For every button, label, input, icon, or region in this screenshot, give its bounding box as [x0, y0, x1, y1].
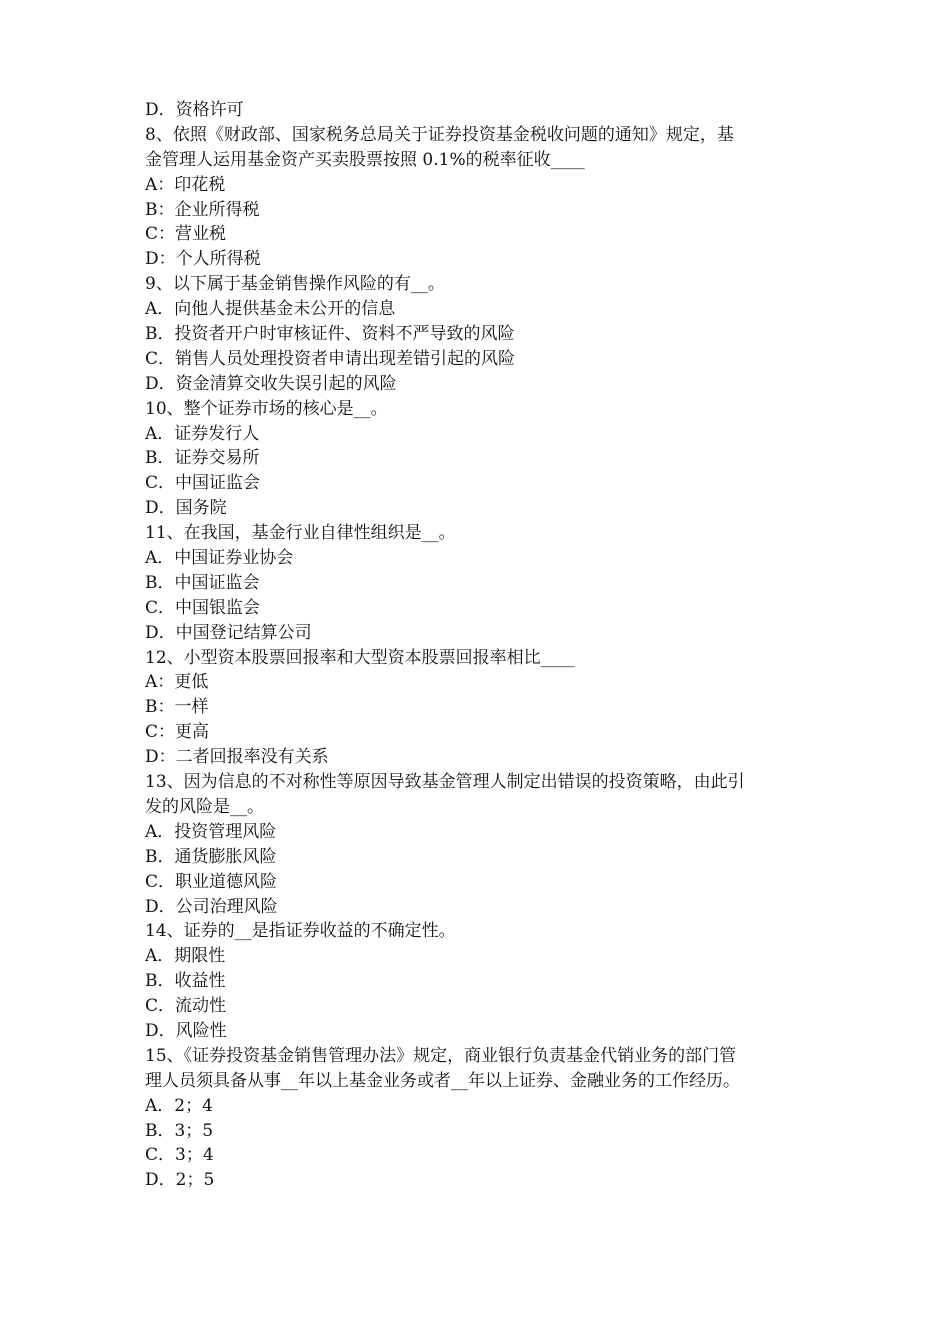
option-line: D：二者回报率没有关系: [145, 747, 329, 768]
option-line: A．证券发行人: [145, 423, 260, 444]
option-line: D．公司治理风险: [145, 896, 278, 917]
option-line: A．中国证券业协会: [145, 548, 294, 569]
question-line: 发的风险是__。: [145, 796, 264, 817]
option-line: C：营业税: [145, 224, 227, 245]
option-line: A．期限性: [145, 946, 226, 967]
option-line: C．销售人员处理投资者申请出现差错引起的风险: [145, 348, 516, 369]
option-line: D．中国登记结算公司: [145, 622, 312, 643]
question-line: 15、《证券投资基金销售管理办法》规定，商业银行负责基金代销业务的部门管: [145, 1045, 737, 1066]
option-line: C．职业道德风险: [145, 871, 278, 892]
option-line: A：印花税: [145, 174, 226, 195]
question-line: 14、证券的__是指证券收益的不确定性。: [145, 921, 456, 942]
option-line: B．3；5: [145, 1120, 214, 1141]
option-line: D．国务院: [145, 498, 227, 519]
option-line: B．证券交易所: [145, 448, 260, 469]
option-line: D：个人所得税: [145, 249, 261, 270]
option-line: A．2；4: [145, 1095, 213, 1116]
option-line: C．中国证监会: [145, 473, 261, 494]
option-line: A：更低: [145, 672, 209, 693]
question-line: 10、整个证券市场的核心是__。: [145, 398, 388, 419]
option-line: B．中国证监会: [145, 572, 260, 593]
question-line: 理人员须具备从事__年以上基金业务或者__年以上证券、金融业务的工作经历。: [145, 1070, 740, 1091]
option-line: C．3；4: [145, 1145, 214, 1166]
option-line: C．中国银监会: [145, 597, 261, 618]
document-page: [145, 98, 810, 1193]
option-line: C：更高: [145, 722, 210, 743]
option-line: B．通货膨胀风险: [145, 846, 277, 867]
question-line: 金管理人运用基金资产买卖股票按照 0.1%的税率征收____: [145, 149, 585, 170]
option-line: A．投资管理风险: [145, 821, 277, 842]
option-line: D．资格许可: [145, 100, 244, 120]
question-line: 12、小型资本股票回报率和大型资本股票回报率相比____: [145, 647, 575, 668]
question-line: 11、在我国，基金行业自律性组织是__。: [145, 523, 456, 544]
option-line: B：企业所得税: [145, 199, 260, 220]
option-line: A．向他人提供基金未公开的信息: [145, 299, 396, 320]
option-line: D．风险性: [145, 1020, 227, 1041]
option-line: B：一样: [145, 697, 209, 718]
question-line: 13、因为信息的不对称性等原因导致基金管理人制定出错误的投资策略，由此引: [145, 772, 745, 793]
option-line: D．2；5: [145, 1170, 215, 1191]
option-line: C．流动性: [145, 996, 227, 1017]
option-line: B．收益性: [145, 971, 226, 992]
option-line: D．资金清算交收失误引起的风险: [145, 373, 397, 394]
option-line: B．投资者开户时审核证件、资料不严导致的风险: [145, 324, 515, 345]
question-line: 9、以下属于基金销售操作风险的有__。: [145, 274, 445, 295]
question-line: 8、依照《财政部、国家税务总局关于证券投资基金税收问题的通知》规定，基: [145, 124, 734, 145]
